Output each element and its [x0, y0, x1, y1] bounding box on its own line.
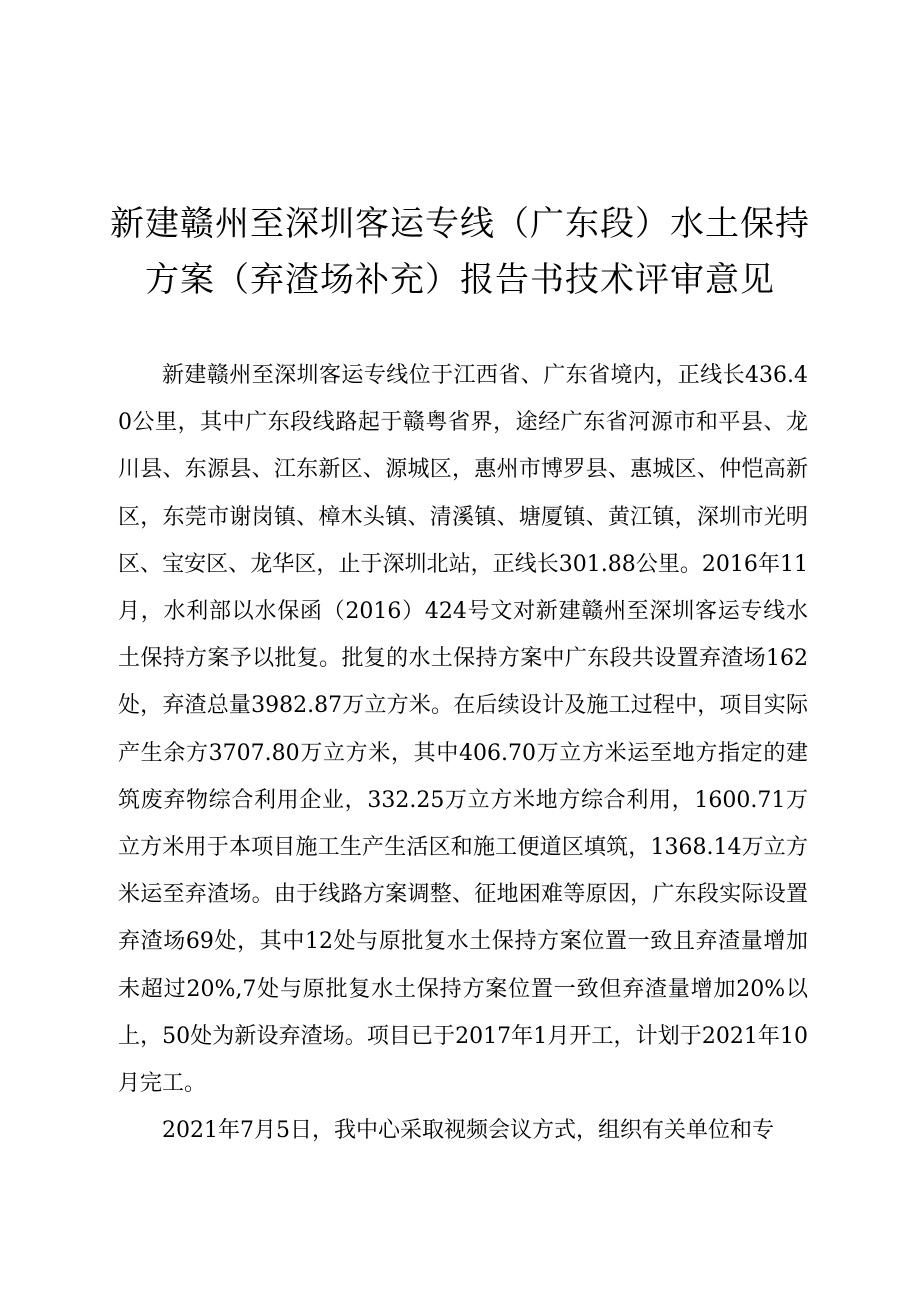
document-body: [118, 352, 808, 1154]
paragraph-review-meeting: 2021年7月5日，我中心采取视频会议方式，组织有关单位和专: [162, 1118, 774, 1144]
title-line-2: 方案（弃渣场补充）报告书技术评审意见: [145, 260, 775, 300]
paragraph-project-overview: 新建赣州至深圳客运专线位于江西省、广东省境内，正线长436.40公里，其中广东段线路起于赣粤省界，途经广东省河源市和平县、龙川县、东源县、江东新区、源城区，惠州市博罗县、惠城区、仲恺高新区，东莞市谢岗镇、樟木头镇、清溪镇、塘厦镇、黄江镇，深圳市光明区、宝安区、龙华区，止于深圳北站，正线长301.88公里。2016年11月，水利部以水保函（2016）424号文对新建赣州至深圳客运专线水土保持方案予以批复。批复的水土保持方案中广东段共设置弃渣场162处，弃渣总量3982.87万立方米。在后续设计及施工过程中，项目实际产生余方3707.80万立方米，其中406.70万立方米运至地方指定的建筑废弃物综合利用企业，332.25万立方米地方综合利用，1600.71万立方米用于本项目施工生产生活区和施工便道区填筑，1368.14万立方米运至弃渣场。由于线路方案调整、征地困难等原因，广东段实际设置弃渣场69处，其中12处与原批复水土保持方案位置一致且弃渣量增加未超过20%,7处与原批复水土保持方案位置一致但弃渣量增加20%以上，50处为新设弃渣场。项目已于2017年1月开工，计划于2021年10月完工。: [118, 363, 808, 1097]
document-title: [100, 196, 820, 308]
title-line-1: 新建赣州至深圳客运专线（广东段）水土保持: [110, 204, 810, 244]
